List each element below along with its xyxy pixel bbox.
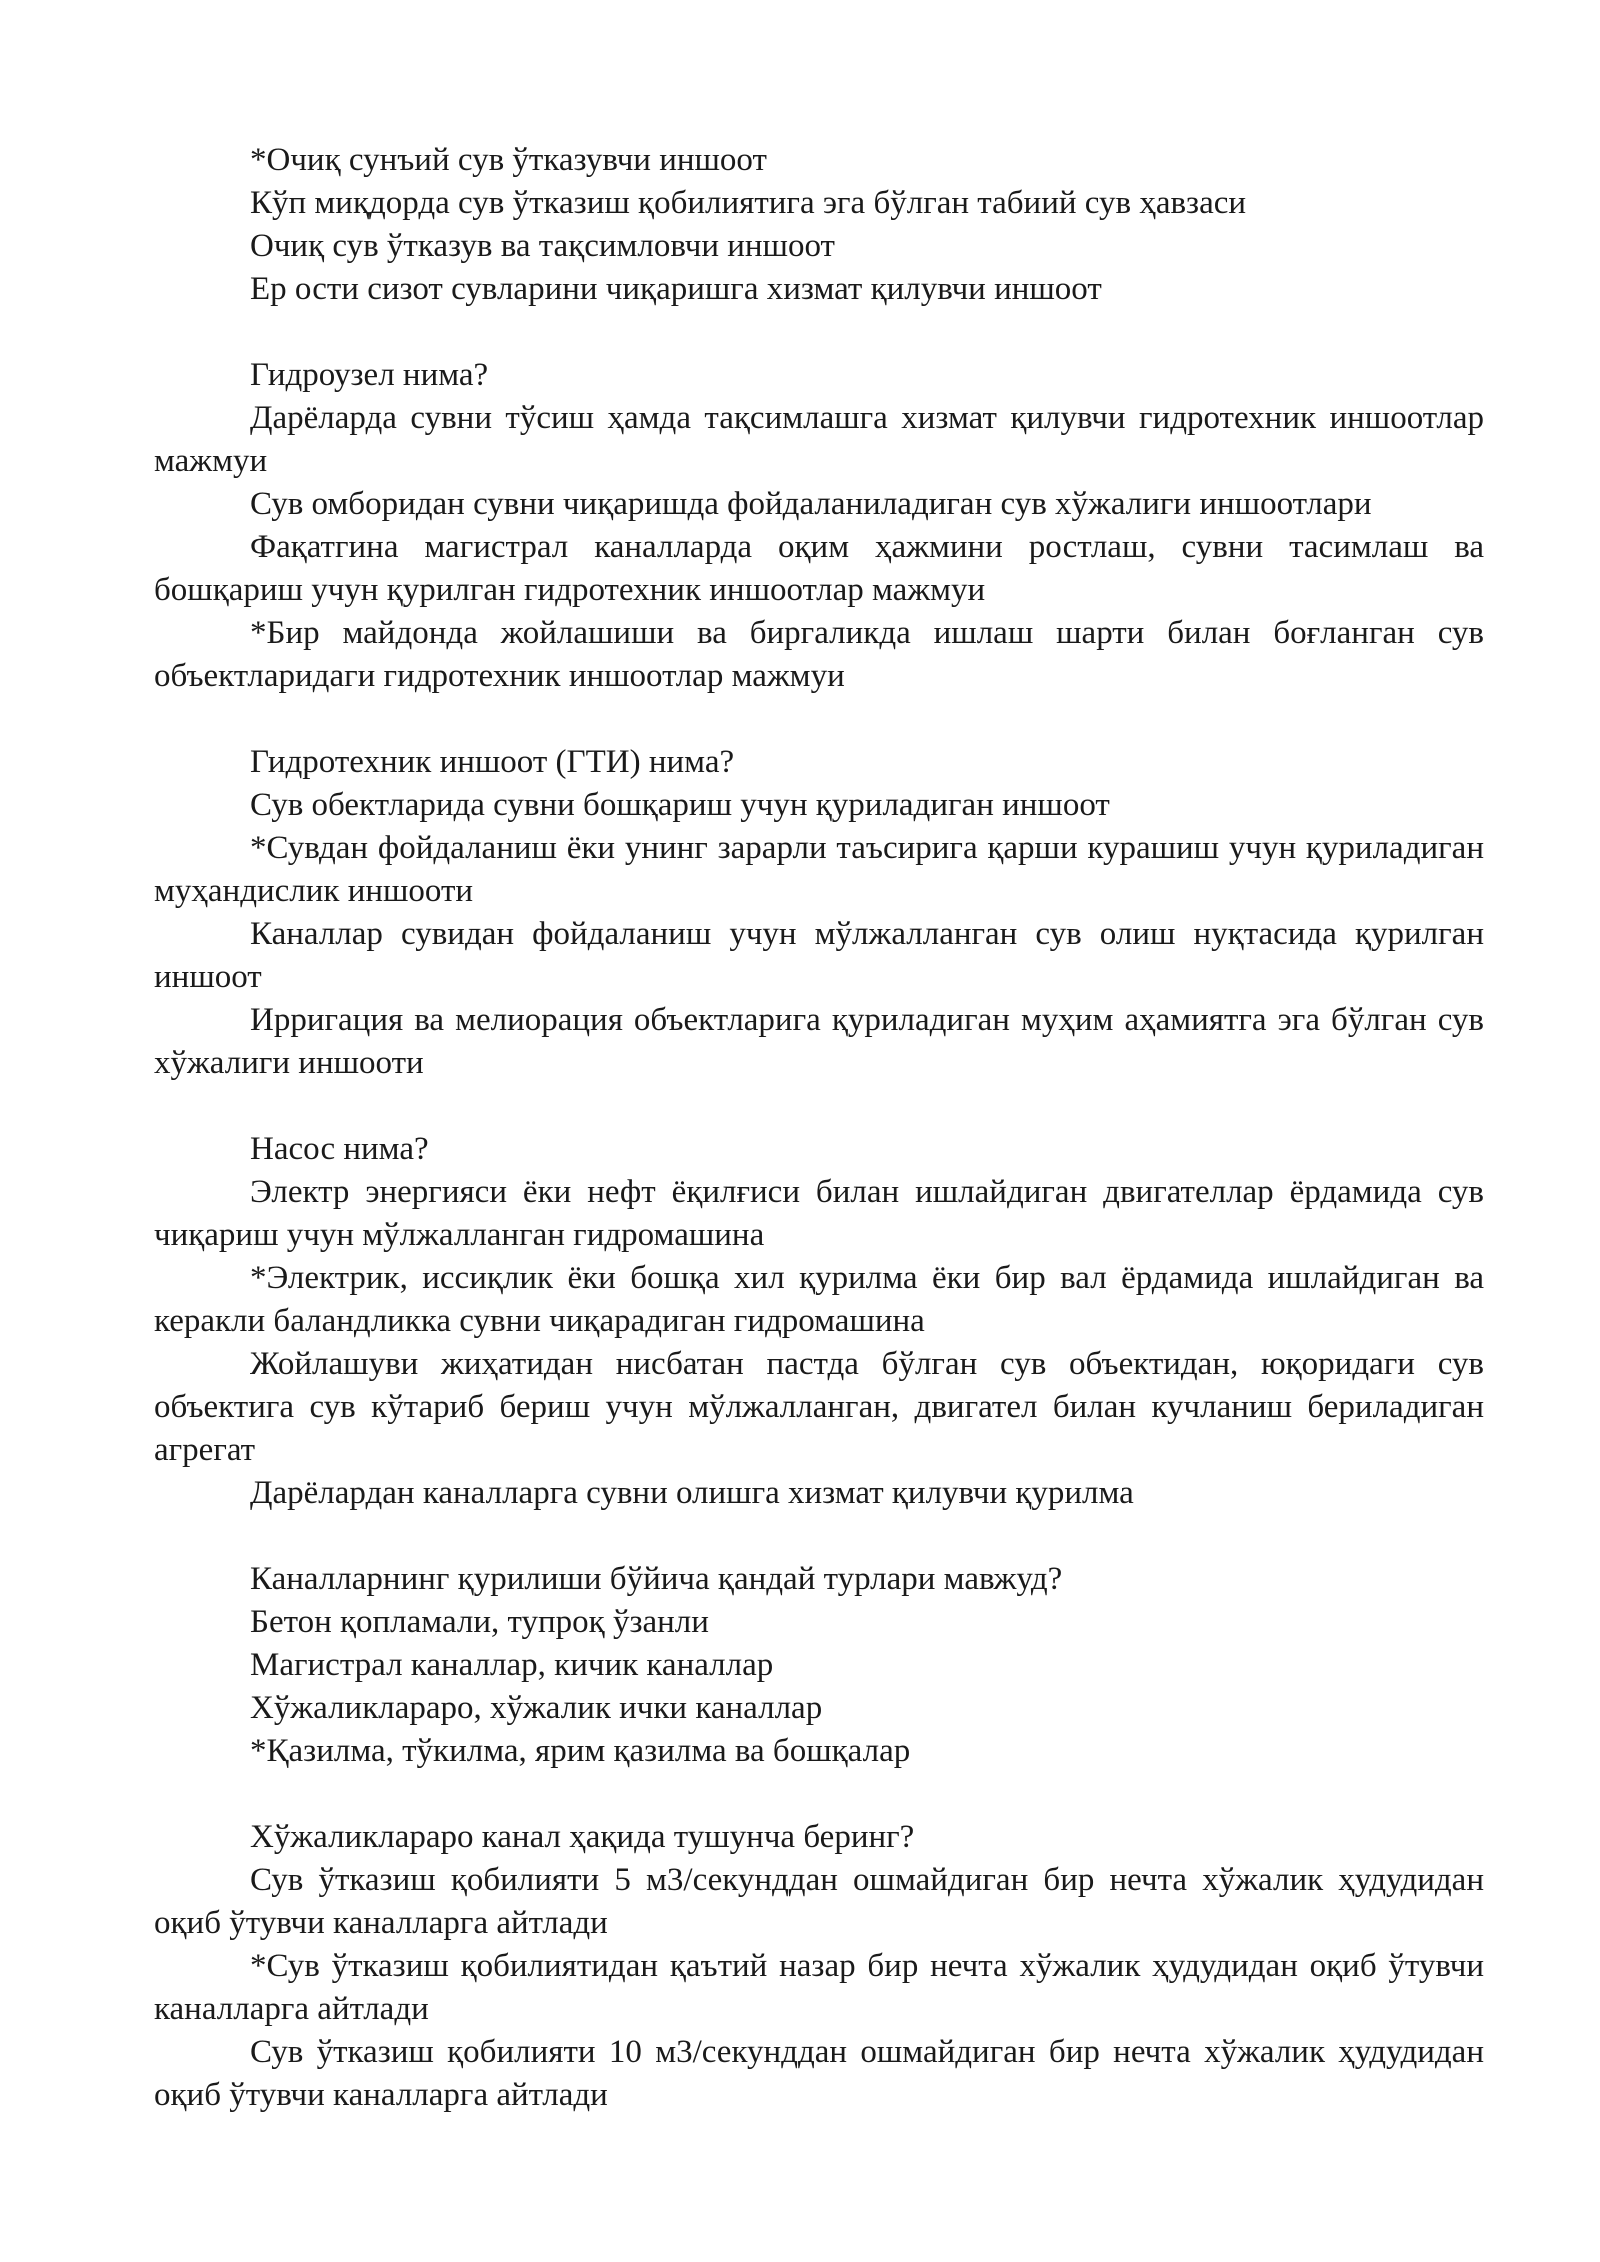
answer-option: *Бир майдонда жойлашиши ва биргаликда ишлаш шарти билан боғланган сув объектларидаги гидротехник иншоотлар мажмуи	[154, 615, 1484, 694]
document-page	[154, 139, 1484, 2117]
question-block	[154, 1128, 1484, 1515]
answer-option: Фақатгина магистрал каналларда оқим ҳажмини ростлаш, сувни тасимлаш ва бошқариш учун қурилган гидротехник иншоотлар мажмуи	[154, 529, 1484, 608]
answer-option: Кўп миқдорда сув ўтказиш қобилиятига эга бўлган табиий сув ҳавзаси	[250, 185, 1247, 221]
answer-option: *Қазилма, тўкилма, ярим қазилма ва бошқалар	[250, 1733, 911, 1769]
question-block	[154, 139, 1484, 311]
answer-option: Хўжаликлараро, хўжалик ички каналлар	[250, 1690, 823, 1726]
question-block	[154, 1558, 1484, 1773]
answer-option: Ер ости сизот сувларини чиқаришга хизмат қилувчи иншоот	[250, 271, 1102, 307]
question-block	[154, 1816, 1484, 2117]
answer-option: Дарёларда сувни тўсиш ҳамда тақсимлашга хизмат қилувчи гидротехник иншоотлар мажмуи	[154, 400, 1484, 479]
answer-option: Каналлар сувидан фойдаланиш учун мўлжалланган сув олиш нуқтасида қурилган иншоот	[154, 916, 1484, 995]
answer-option: *Сувдан фойдаланиш ёки унинг зарарли таъсирига қарши курашиш учун қуриладиган муҳандислик иншооти	[154, 830, 1484, 909]
question-text: Гидротехник иншоот (ГТИ) нима?	[250, 744, 735, 780]
answer-option: *Электрик, иссиқлик ёки бошқа хил қурилма ёки бир вал ёрдамида ишлайдиган ва керакли баландликка сувни чиқарадиган гидромашина	[154, 1260, 1484, 1339]
answer-option: Сув ўтказиш қобилияти 5 м3/секунддан ошмайдиган бир нечта хўжалик ҳудудидан оқиб ўтувчи каналларга айтлади	[154, 1862, 1484, 1941]
answer-option: Жойлашуви жиҳатидан нисбатан пастда бўлган сув объектидан, юқоридаги сув объектига сув кўтариб бериш учун мўлжалланган, двигател билан кучланиш бериладиган агрегат	[154, 1346, 1484, 1468]
question-block	[154, 354, 1484, 698]
question-text: Гидроузел нима?	[250, 357, 489, 393]
question-text: Хўжаликлараро канал ҳақида тушунча беринг?	[250, 1819, 915, 1855]
answer-option: Сув омборидан сувни чиқаришда фойдаланиладиган сув хўжалиги иншоотлари	[250, 486, 1372, 522]
question-block	[154, 741, 1484, 1085]
answer-option: Магистрал каналлар, кичик каналлар	[250, 1647, 774, 1683]
answer-option: Сув ўтказиш қобилияти 10 м3/секунддан ошмайдиган бир нечта хўжалик ҳудудидан оқиб ўтувчи каналларга айтлади	[154, 2034, 1484, 2113]
answer-option: Бетон қопламали, тупроқ ўзанли	[250, 1604, 709, 1640]
answer-option: *Сув ўтказиш қобилиятидан қаътий назар бир нечта хўжалик ҳудудидан оқиб ўтувчи каналларга айтлади	[154, 1948, 1484, 2027]
question-text: Насос нима?	[250, 1131, 429, 1167]
question-text: Каналларнинг қурилиши бўйича қандай турлари мавжуд?	[250, 1561, 1063, 1597]
answer-option: Электр энергияси ёки нефт ёқилғиси билан ишлайдиган двигателлар ёрдамида сув чиқариш учун мўлжалланган гидромашина	[154, 1174, 1484, 1253]
answer-option: Очиқ сув ўтказув ва тақсимловчи иншоот	[250, 228, 835, 264]
answer-option: Ирригация ва мелиорация объектларига қуриладиган муҳим аҳамиятга эга бўлган сув хўжалиги иншооти	[154, 1002, 1484, 1081]
answer-option: Дарёлардан каналларга сувни олишга хизмат қилувчи қурилма	[250, 1475, 1134, 1511]
answer-option: Сув обектларида сувни бошқариш учун қуриладиган иншоот	[250, 787, 1110, 823]
answer-option: *Очиқ сунъий сув ўтказувчи иншоот	[250, 142, 767, 178]
